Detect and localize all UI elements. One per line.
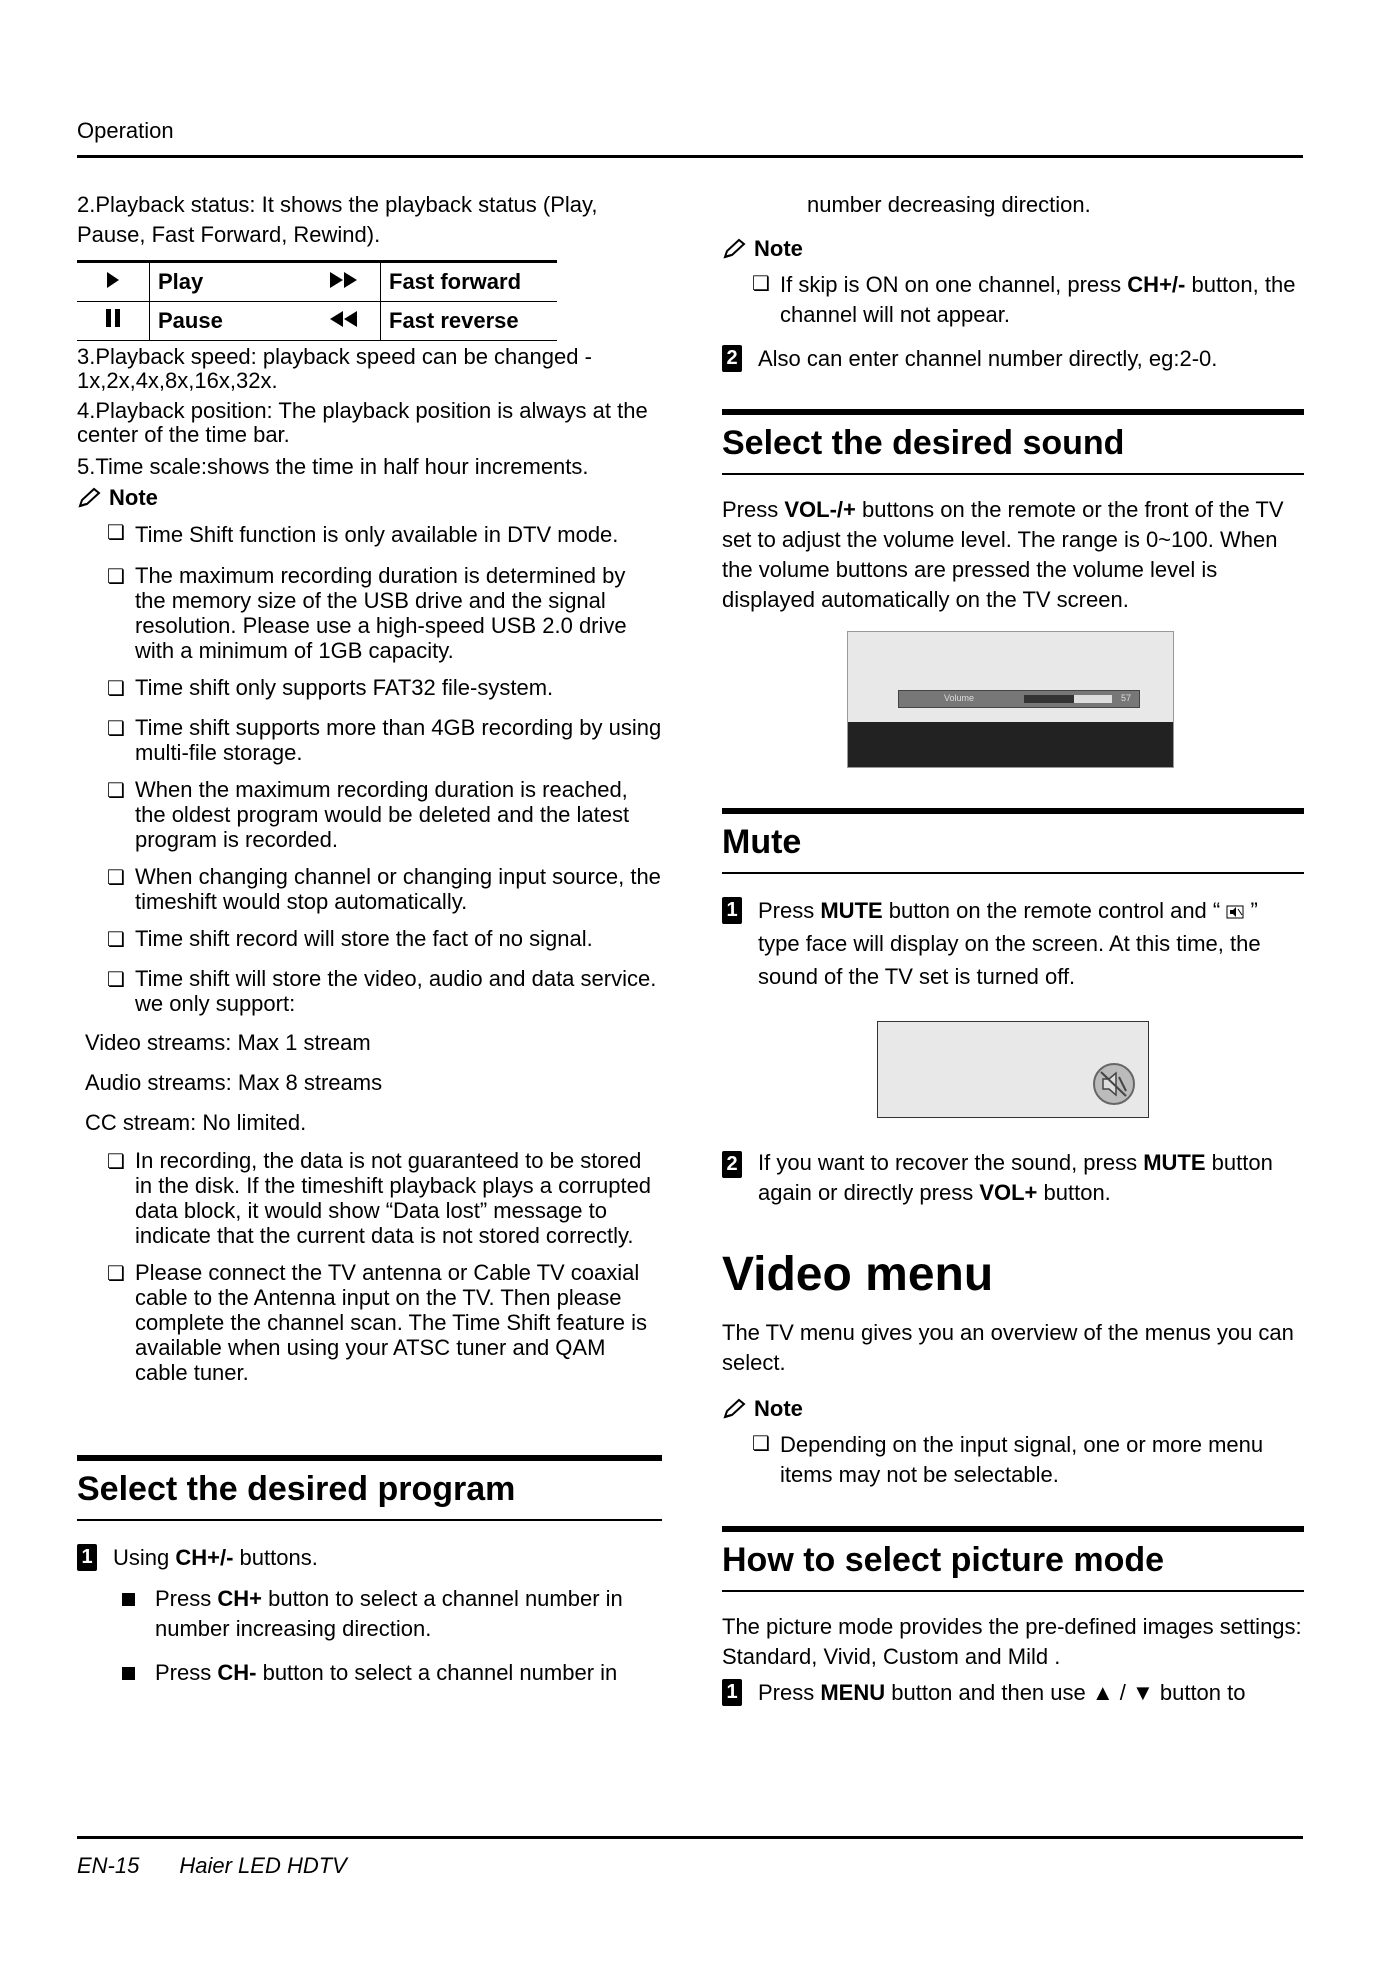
list-item <box>752 1430 1304 1490</box>
pencil-icon <box>77 487 103 509</box>
note-text: Please connect the TV antenna or Cable TV coaxial cable to the Antenna input on the TV. Then please complete the channel scan. The Time Shift feature is available when using your ATSC tuner and QAM cable tuner. <box>135 1260 647 1385</box>
list-item <box>107 675 662 703</box>
note-text: Time Shift function is only available in DTV mode. <box>135 522 619 547</box>
stream-info: Audio streams: Max 8 streams <box>85 1070 383 1095</box>
stream-info: CC stream: No limited. <box>85 1110 307 1135</box>
pencil-icon <box>722 238 748 260</box>
section-title: How to select picture mode <box>722 1541 1165 1579</box>
table-row <box>77 302 557 341</box>
list-item <box>752 270 1304 330</box>
step-item <box>722 342 1304 375</box>
continued-text: number decreasing direction. <box>807 192 1091 217</box>
step-item <box>722 1148 1304 1208</box>
note-label: Note <box>754 1396 803 1421</box>
sound-text: Press VOL-/+ buttons on the remote or the front of the TV set to adjust the volume level. The range is 0~100. When the volume buttons are pressed the volume level is displayed automatically on the TV screen. <box>722 497 1284 612</box>
step-item <box>77 1541 662 1574</box>
note-heading <box>722 236 1304 262</box>
status-label: Fast forward <box>381 262 558 302</box>
step-number: 2 <box>722 1151 742 1178</box>
note-heading <box>77 485 662 511</box>
list-item <box>107 715 662 765</box>
header-rule <box>77 155 1303 158</box>
checkbox-bullet-icon: ❏ <box>752 273 770 295</box>
checkbox-bullet-icon: ❏ <box>107 566 125 588</box>
step-number: 2 <box>722 345 742 372</box>
mute-icon <box>1226 905 1244 919</box>
checkbox-bullet-icon: ❏ <box>107 1151 125 1173</box>
step-number: 1 <box>77 1544 97 1571</box>
step-number: 1 <box>722 897 742 924</box>
time-scale-text: 5.Time scale:shows the time in half hour increments. <box>77 454 589 479</box>
checkbox-bullet-icon: ❏ <box>107 929 125 951</box>
volume-fill <box>1024 695 1074 703</box>
volume-label: Volume <box>944 693 975 703</box>
volume-value: 57 <box>1120 693 1131 703</box>
playback-status-text: 2.Playback status: It shows the playback status (Play, Pause, Fast Forward, Rewind). <box>77 192 598 247</box>
square-bullet-icon <box>122 1593 135 1606</box>
note-label: Note <box>754 236 803 261</box>
step-text: Using CH+/- buttons. <box>113 1545 318 1570</box>
step-item <box>722 1676 1304 1709</box>
status-label: Play <box>150 262 297 302</box>
list-text: Press CH+ button to select a channel number in number increasing direction. <box>155 1586 623 1641</box>
screen-bottom-bar <box>848 722 1173 767</box>
status-label: Fast reverse <box>381 302 558 341</box>
page-header: Operation <box>77 118 174 143</box>
list-text: Press CH- button to select a channel number in <box>155 1660 618 1685</box>
checkbox-bullet-icon: ❏ <box>752 1433 770 1455</box>
video-menu-title: Video menu <box>722 1248 994 1301</box>
checkbox-bullet-icon: ❏ <box>107 969 125 991</box>
list-item <box>107 966 662 1016</box>
page-number: EN-15 <box>77 1853 140 1878</box>
checkbox-bullet-icon: ❏ <box>107 780 125 802</box>
section-title: Mute <box>722 823 802 861</box>
section-heading <box>722 808 1304 874</box>
mute-screen-image <box>877 1021 1149 1118</box>
checkbox-bullet-icon: ❏ <box>107 1263 125 1285</box>
list-item <box>107 1148 662 1248</box>
note-text: When changing channel or changing input source, the timeshift would stop automatically. <box>135 864 661 914</box>
checkbox-bullet-icon: ❏ <box>107 718 125 740</box>
page-footer <box>77 1853 347 1879</box>
step-text: Press MENU button and then use ▲ / ▼ button to <box>758 1680 1246 1705</box>
play-icon <box>77 262 150 302</box>
playback-speed-text: 3.Playback speed: playback speed can be changed - 1x,2x,4x,8x,16x,32x. <box>77 344 592 393</box>
video-menu-text: The TV menu gives you an overview of the menus you can select. <box>722 1320 1294 1375</box>
checkbox-bullet-icon: ❏ <box>107 678 125 700</box>
note-label: Note <box>109 485 158 510</box>
footer-rule <box>77 1836 1303 1839</box>
note-text: Time shift will store the video, audio and data service. we only support: <box>135 966 657 1016</box>
section-title: Select the desired program <box>77 1470 516 1508</box>
list-item <box>122 1584 662 1644</box>
mute-icon <box>1092 1062 1136 1106</box>
note-text: Time shift supports more than 4GB recording by using multi-file storage. <box>135 715 662 765</box>
list-item <box>107 563 662 663</box>
list-item <box>107 777 662 852</box>
pencil-icon <box>722 1398 748 1420</box>
section-heading <box>722 1526 1304 1592</box>
step-text: Press MUTE button on the remote control and “ ” type face will display on the screen. At this time, the sound of the TV set is turned off. <box>758 898 1261 989</box>
note-text: The maximum recording duration is determined by the memory size of the USB drive and the signal resolution. Please use a high-speed USB 2.0 drive with a minimum of 1GB capacity. <box>135 563 627 663</box>
section-heading <box>722 409 1304 475</box>
step-text: If you want to recover the sound, press MUTE button again or directly press VOL+ button. <box>758 1150 1273 1205</box>
table-row <box>77 262 557 302</box>
checkbox-bullet-icon: ❏ <box>107 867 125 889</box>
note-text: In recording, the data is not guaranteed to be stored in the disk. If the timeshift playback plays a corrupted data block, it would show “Data lost” message to indicate that the current data is not stored correctly. <box>135 1148 652 1248</box>
playback-status-table <box>77 260 557 341</box>
note-text: Time shift only supports FAT32 file-system. <box>135 675 554 700</box>
volume-track <box>1024 695 1112 703</box>
list-item <box>107 926 662 954</box>
list-item <box>107 519 662 551</box>
list-item <box>107 1260 662 1385</box>
product-name: Haier LED HDTV <box>179 1853 347 1878</box>
section-title: Select the desired sound <box>722 424 1125 462</box>
checkbox-bullet-icon: ❏ <box>107 522 125 544</box>
step-item <box>722 894 1304 993</box>
stream-info: Video streams: Max 1 stream <box>85 1030 371 1055</box>
status-label: Pause <box>150 302 297 341</box>
note-heading <box>722 1396 1304 1422</box>
picture-mode-text: The picture mode provides the pre-defined images settings: Standard, Vivid, Custom and Mild . <box>722 1614 1302 1669</box>
note-text: Depending on the input signal, one or more menu items may not be selectable. <box>780 1432 1264 1487</box>
list-item <box>107 864 662 914</box>
left-column <box>77 190 662 1702</box>
note-text: If skip is ON on one channel, press CH+/- button, the channel will not appear. <box>780 272 1296 327</box>
section-heading <box>77 1455 662 1521</box>
fast-reverse-icon <box>296 302 381 341</box>
right-column <box>722 190 1304 1719</box>
note-text: Time shift record will store the fact of no signal. <box>135 926 593 951</box>
step-text: Also can enter channel number directly, eg:2-0. <box>758 346 1218 371</box>
fast-forward-icon <box>296 262 381 302</box>
step-number: 1 <box>722 1679 742 1706</box>
square-bullet-icon <box>122 1667 135 1680</box>
volume-screen-image <box>847 631 1174 768</box>
playback-position-text: 4.Playback position: The playback position is always at the center of the time bar. <box>77 398 648 447</box>
volume-bar <box>898 690 1140 708</box>
pause-icon <box>77 302 150 341</box>
list-item <box>122 1658 662 1688</box>
note-text: When the maximum recording duration is reached, the oldest program would be deleted and the latest program is recorded. <box>135 777 630 852</box>
